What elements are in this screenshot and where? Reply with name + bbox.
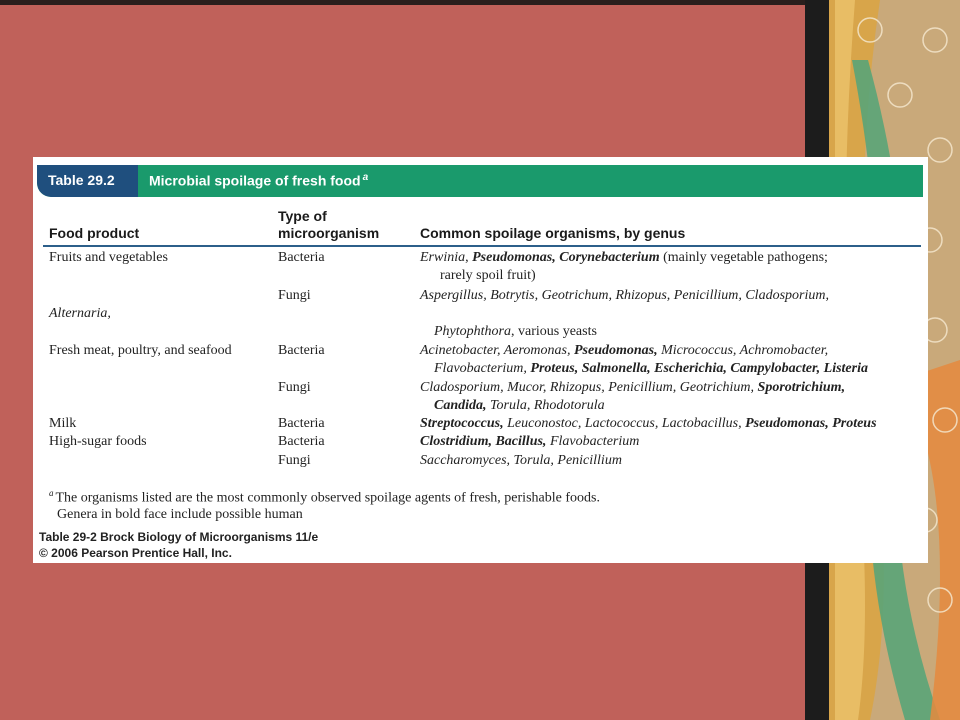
header-common-spoilage-organisms: Common spoilage organisms, by genus bbox=[420, 225, 686, 241]
organisms-fruits-fungi-wrap: Alternaria, bbox=[49, 306, 111, 321]
row-food-high-sugar: High-sugar foods bbox=[49, 434, 147, 449]
organisms-meat-bacteria: Acinetobacter, Aeromonas, Pseudomonas, Micrococcus, Achromobacter, bbox=[420, 343, 829, 358]
row-type-sugar-fungi: Fungi bbox=[278, 453, 311, 468]
row-type-milk-bacteria: Bacteria bbox=[278, 416, 325, 431]
organisms-sugar-fungi: Saccharomyces, Torula, Penicillium bbox=[420, 453, 622, 468]
organisms-fruits-bacteria: Erwinia, Pseudomonas, Corynebacterium (mainly vegetable pathogens; bbox=[420, 250, 828, 265]
credit-line-2: © 2006 Pearson Prentice Hall, Inc. bbox=[39, 546, 232, 560]
organisms-milk-bacteria: Streptococcus, Leuconostoc, Lactococcus, Lactobacillus, Pseudomonas, Proteus bbox=[420, 416, 877, 431]
header-divider bbox=[43, 245, 921, 247]
table-title: Microbial spoilage of fresh food $^a$ bbox=[149, 172, 369, 189]
row-type-fruits-fungi: Fungi bbox=[278, 288, 311, 303]
credit-line-1: Table 29-2 Brock Biology of Microorganisms 11/e bbox=[39, 530, 319, 544]
table-card bbox=[33, 157, 928, 563]
table-number-box bbox=[37, 165, 138, 197]
row-type-meat-fungi: Fungi bbox=[278, 380, 311, 395]
organisms-fruits-fungi: Aspergillus, Botrytis, Geotrichum, Rhizopus, Penicillium, Cladosporium, bbox=[420, 288, 829, 303]
title-footnote-marker: a bbox=[362, 172, 369, 183]
organisms-meat-fungi: Cladosporium, Mucor, Rhizopus, Penicillium, Geotrichium, Sporotrichium, bbox=[420, 380, 846, 395]
table-title-bar bbox=[37, 165, 923, 197]
organisms-fruits-fungi-cont: Phytophthora, various yeasts bbox=[434, 324, 597, 339]
header-type-of-microorganism: Type of microorganism bbox=[278, 208, 380, 241]
table-number: Table 29.2 bbox=[48, 172, 115, 188]
footnote-line-1: $^a$ The organisms listed are the most commonly observed spoilage agents of fresh, perishable foods. bbox=[49, 488, 600, 506]
header-food-product: Food product bbox=[49, 225, 140, 241]
row-food-meat: Fresh meat, poultry, and seafood bbox=[49, 343, 232, 358]
row-food-milk: Milk bbox=[49, 416, 77, 431]
row-type-meat-bacteria: Bacteria bbox=[278, 343, 325, 358]
organisms-meat-bacteria-cont: Flavobacterium, Proteus, Salmonella, Escherichia, Campylobacter, Listeria bbox=[434, 361, 868, 376]
row-food-fruits: Fruits and vegetables bbox=[49, 250, 168, 265]
row-type-fruits-bacteria: Bacteria bbox=[278, 250, 325, 265]
footnote-line-2: Genera in bold face include possible human bbox=[57, 507, 303, 522]
organisms-meat-fungi-cont: Candida, Torula, Rhodotorula bbox=[434, 398, 605, 413]
footnote-marker: a bbox=[49, 488, 54, 498]
organisms-fruits-bacteria-cont: rarely spoil fruit) bbox=[440, 268, 536, 283]
row-type-sugar-bacteria: Bacteria bbox=[278, 434, 325, 449]
organisms-sugar-bacteria: Clostridium, Bacillus, Flavobacterium bbox=[420, 434, 640, 449]
